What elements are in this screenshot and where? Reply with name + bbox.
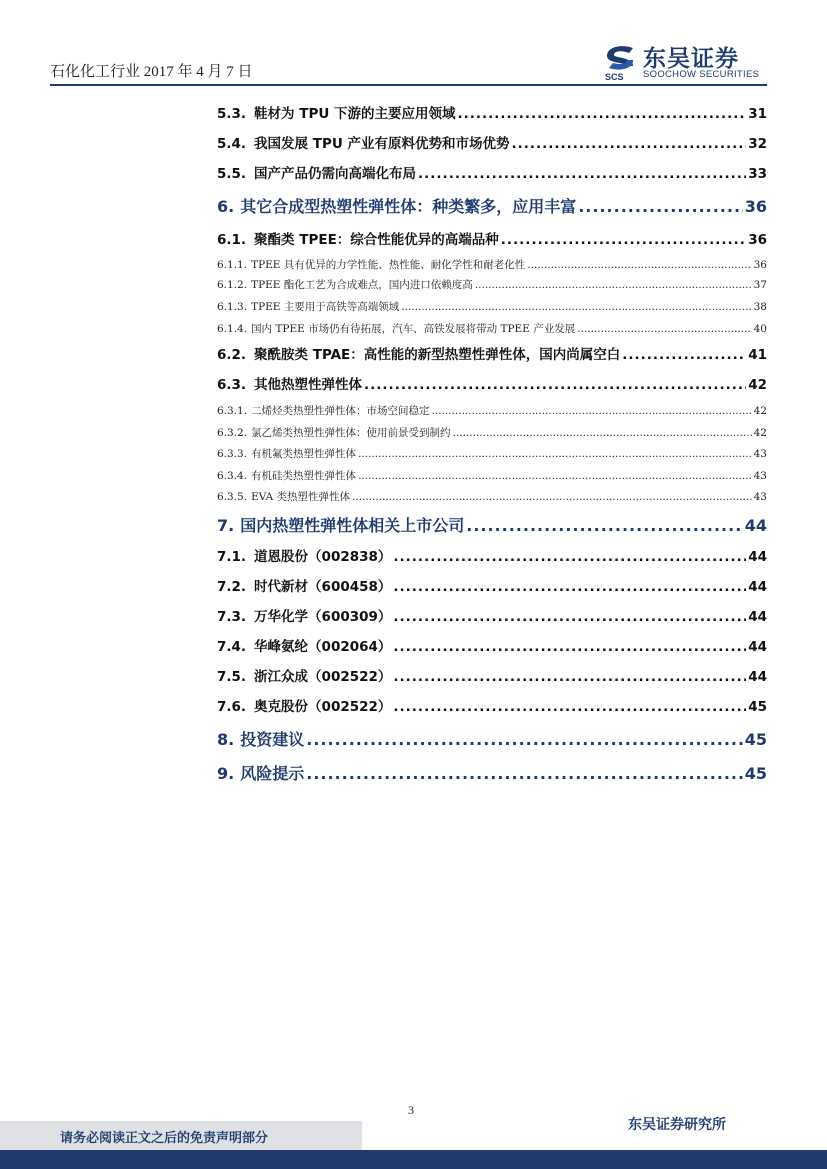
- toc-entry-page: 36: [748, 232, 767, 248]
- toc-entry-number: 6.1.4.: [217, 323, 248, 335]
- toc-entry[interactable]: [217, 257, 767, 272]
- toc-entry-number: 6.1.1.: [217, 259, 248, 271]
- toc-entry-number: 7.3.: [217, 609, 247, 625]
- toc-entry-title: 有机硅类热塑性弹性体: [251, 470, 357, 482]
- toc-dot-leader: [527, 259, 751, 271]
- toc-dot-leader: [358, 470, 752, 482]
- toc-entry[interactable]: [217, 228, 767, 248]
- toc-entry-number: 6.2.: [217, 347, 247, 363]
- toc-entry-number: 5.3.: [217, 106, 247, 122]
- toc-entry[interactable]: [217, 102, 767, 122]
- toc-entry-number: 6.3.3.: [217, 448, 248, 460]
- company-logo: [603, 40, 773, 84]
- toc-dot-leader: [466, 516, 743, 535]
- toc-entry-page: 45: [744, 730, 767, 749]
- toc-entry-number: 5.5.: [217, 166, 247, 182]
- toc-entry-title: 二烯烃类热塑性弹性体：市场空间稳定: [251, 405, 430, 417]
- toc-entry-number: 6.: [217, 197, 235, 216]
- toc-entry-number: 6.1.3.: [217, 301, 248, 313]
- toc-entry-page: 43: [753, 448, 767, 460]
- toc-entry[interactable]: [217, 425, 767, 440]
- toc-dot-leader: [401, 301, 751, 313]
- toc-entry-page: 44: [744, 516, 767, 535]
- toc-entry[interactable]: [217, 575, 767, 595]
- toc-entry-page: 42: [753, 405, 767, 417]
- toc-entry[interactable]: [217, 489, 767, 504]
- toc-dot-leader: [393, 549, 746, 565]
- toc-dot-leader: [358, 448, 752, 460]
- page-number: 3: [408, 1103, 414, 1117]
- toc-entry-page: 44: [748, 639, 767, 655]
- toc-entry-number: 6.3.4.: [217, 470, 248, 482]
- toc-entry-page: 43: [753, 470, 767, 482]
- toc-entry-title: 国内热塑性弹性体相关上市公司: [240, 516, 465, 535]
- toc-entry[interactable]: [217, 605, 767, 625]
- logo-chinese-name: 东吴证券: [643, 46, 739, 72]
- toc-entry-title: 其他热塑性弹性体: [254, 377, 363, 393]
- toc-entry-page: 31: [748, 106, 767, 122]
- toc-entry-title: 华峰氨纶（002064）: [254, 639, 392, 655]
- toc-entry-title: 国产产品仍需向高端化布局: [254, 166, 417, 182]
- toc-entry[interactable]: [217, 162, 767, 182]
- toc-dot-leader: [501, 232, 746, 248]
- logo-english-name: SOOCHOW SECURITIES: [643, 69, 760, 80]
- toc-entry-number: 6.3.1.: [217, 405, 248, 417]
- toc-entry-title: 奥克股份（002522）: [254, 699, 392, 715]
- toc-entry-number: 5.4.: [217, 136, 247, 152]
- toc-entry-number: 7.5.: [217, 669, 247, 685]
- toc-entry-number: 7.: [217, 516, 235, 535]
- toc-entry-title: 投资建议: [240, 730, 305, 749]
- toc-entry[interactable]: [217, 545, 767, 565]
- toc-entry[interactable]: [217, 403, 767, 418]
- toc-entry-page: 44: [748, 579, 767, 595]
- toc-entry-title: 国内 TPEE 市场仍有待拓展，汽车、高铁发展将带动 TPEE 产业发展: [251, 323, 576, 335]
- toc-entry-number: 7.1.: [217, 549, 247, 565]
- toc-entry-title: 浙江众成（002522）: [254, 669, 392, 685]
- toc-entry[interactable]: [217, 277, 767, 292]
- toc-entry-page: 33: [748, 166, 767, 182]
- toc-entry-page: 40: [753, 323, 767, 335]
- toc-entry-number: 6.3.5.: [217, 491, 248, 503]
- toc-entry-title: TPEE 具有优异的力学性能、热性能、耐化学性和耐老化性: [251, 259, 526, 271]
- toc-entry-title: 风险提示: [240, 764, 305, 783]
- toc-entry-title: EVA 类热塑性弹性体: [251, 491, 351, 503]
- toc-entry-title: TPEE 主要用于高铁等高端领域: [251, 301, 400, 313]
- toc-entry-page: 36: [744, 197, 767, 216]
- toc-dot-leader: [393, 699, 746, 715]
- toc-entry-title: 聚酯类 TPEE：综合性能优异的高端品种: [254, 232, 499, 248]
- toc-entry-title: 鞋材为 TPU 下游的主要应用领域: [254, 106, 456, 122]
- toc-entry[interactable]: [217, 299, 767, 314]
- toc-entry-page: 44: [748, 609, 767, 625]
- toc-dot-leader: [393, 669, 746, 685]
- toc-entry-page: 42: [748, 377, 767, 393]
- toc-entry-number: 6.3.: [217, 377, 247, 393]
- toc-entry[interactable]: [217, 468, 767, 483]
- footer-institute: 东吴证券研究所: [628, 1117, 726, 1133]
- toc-entry[interactable]: [217, 373, 767, 393]
- toc-entry-page: 36: [753, 259, 767, 271]
- toc-entry-page: 38: [753, 301, 767, 313]
- toc-dot-leader: [475, 279, 752, 291]
- toc-entry-number: 7.2.: [217, 579, 247, 595]
- toc-entry[interactable]: [217, 321, 767, 336]
- toc-entry[interactable]: [217, 132, 767, 152]
- toc-entry-page: 32: [748, 136, 767, 152]
- toc-dot-leader: [306, 730, 743, 749]
- toc-entry[interactable]: [217, 727, 767, 750]
- toc-entry-title: TPEE 酯化工艺为合成难点，国内进口依赖度高: [251, 279, 473, 291]
- toc-entry-page: 42: [753, 427, 767, 439]
- toc-dot-leader: [418, 166, 746, 182]
- toc-entry[interactable]: [217, 761, 767, 784]
- toc-entry-number: 7.4.: [217, 639, 247, 655]
- toc-entry[interactable]: [217, 194, 767, 217]
- toc-dot-leader: [306, 764, 743, 783]
- toc-entry-title: 万华化学（600309）: [254, 609, 392, 625]
- toc-dot-leader: [458, 106, 747, 122]
- toc-dot-leader: [364, 377, 746, 393]
- toc-entry-number: 8.: [217, 730, 235, 749]
- toc-dot-leader: [393, 639, 746, 655]
- toc-entry-number: 9.: [217, 764, 235, 783]
- toc-entry-title: 其它合成型热塑性弹性体：种类繁多，应用丰富: [240, 197, 577, 216]
- toc-entry-title: 时代新材（600458）: [254, 579, 392, 595]
- toc-entry-page: 45: [748, 699, 767, 715]
- toc-dot-leader: [393, 579, 746, 595]
- toc-entry[interactable]: [217, 446, 767, 461]
- toc-dot-leader: [512, 136, 747, 152]
- toc-entry[interactable]: [217, 665, 767, 685]
- toc-dot-leader: [578, 197, 743, 216]
- toc-dot-leader: [432, 405, 752, 417]
- toc-entry-page: 44: [748, 669, 767, 685]
- toc-entry-page: 45: [744, 764, 767, 783]
- toc-entry-page: 41: [748, 347, 767, 363]
- toc-entry-number: 6.3.2.: [217, 427, 248, 439]
- toc-entry-page: 43: [753, 491, 767, 503]
- toc-entry[interactable]: [217, 695, 767, 715]
- footer-brand-bar: [0, 1150, 827, 1169]
- toc-entry-title: 我国发展 TPU 产业有原料优势和市场优势: [254, 136, 510, 152]
- report-header-title: 石化化工行业 2017 年 4 月 7 日: [50, 64, 253, 80]
- toc-entry-page: 44: [748, 549, 767, 565]
- toc-entry-number: 7.6.: [217, 699, 247, 715]
- svg-text:SCS: SCS: [605, 72, 624, 82]
- toc-entry-title: 道恩股份（002838）: [254, 549, 392, 565]
- toc-dot-leader: [622, 347, 746, 363]
- toc-entry-title: 氯乙烯类热塑性弹性体：使用前景受到制约: [251, 427, 451, 439]
- toc-entry[interactable]: [217, 635, 767, 655]
- toc-entry-number: 6.1.: [217, 232, 247, 248]
- toc-entry-page: 37: [753, 279, 767, 291]
- toc-dot-leader: [393, 609, 746, 625]
- toc-entry[interactable]: [217, 343, 767, 363]
- toc-entry-title: 有机氟类热塑性弹性体: [251, 448, 357, 460]
- footer-disclaimer: 请务必阅读正文之后的免责声明部分: [60, 1131, 269, 1146]
- toc-dot-leader: [453, 427, 752, 439]
- toc-dot-leader: [577, 323, 751, 335]
- header-divider: [50, 84, 767, 86]
- scs-logo-icon: [603, 42, 639, 82]
- toc-entry-title: 聚酰胺类 TPAE：高性能的新型热塑性弹性体，国内尚属空白: [254, 347, 621, 363]
- toc-entry[interactable]: [217, 513, 767, 536]
- toc-dot-leader: [352, 491, 752, 503]
- toc-entry-number: 6.1.2.: [217, 279, 248, 291]
